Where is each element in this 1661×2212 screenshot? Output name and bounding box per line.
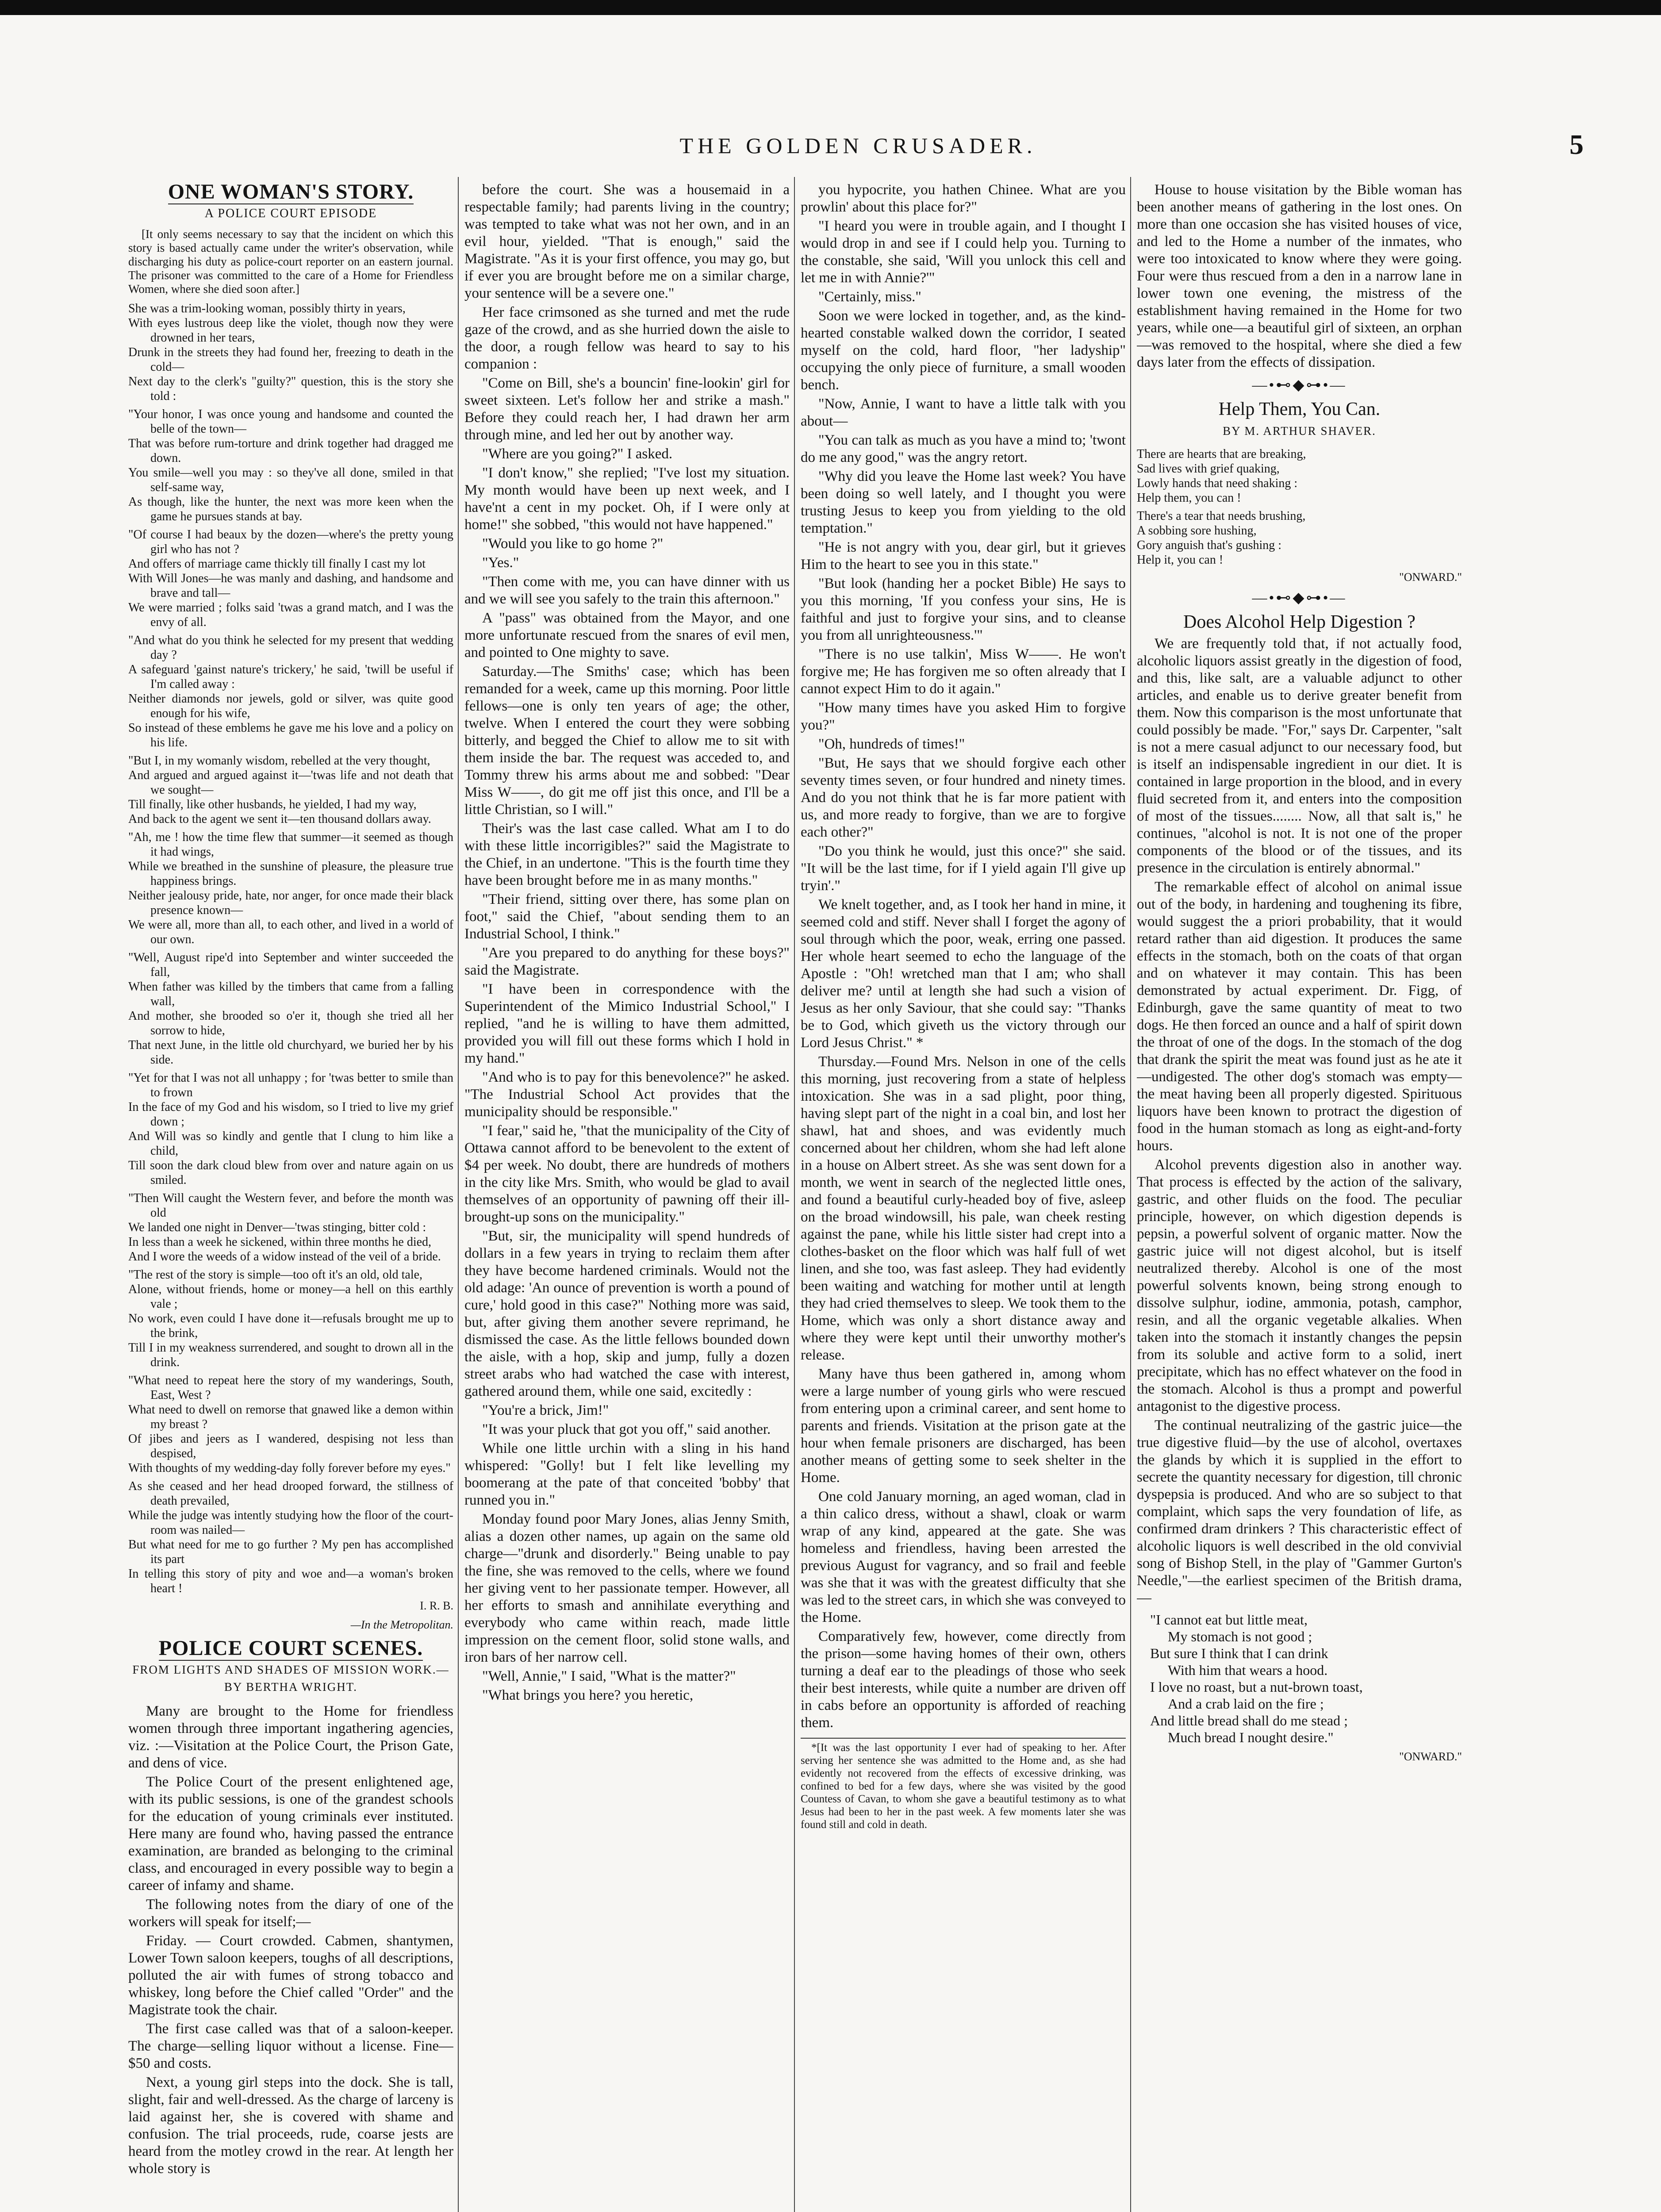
body-paragraph: before the court. She was a housemaid in a respectable family; had parents living in the country; was tempted to take what was not her own, and in an evil hour, yielded. "That is enough," said the Magistrate. "As it is your first offence, you may go, but if ever you are brought before me on a similar charge, your sentence will be a severe one." — [464, 182, 790, 301]
body-paragraph: "I don't know," she replied; "I've lost my situation. My month would have been up next week, and I have'nt a cent in my pocket. Oh, if I were only at home!" she sobbed, "this would not have happened." — [464, 465, 790, 533]
stanza-line: Neither diamonds nor jewels, gold or silver, was quite good enough for his wife, — [128, 692, 453, 720]
body-paragraph: Her face crimsoned as she turned and met the rude gaze of the crowd, and as she hurried down the aisle to the door, a rough fellow was heard to say to his companion : — [464, 304, 790, 372]
alcohol-paragraph: We are frequently told that, if not actually food, alcoholic liquors assist greatly in the digestion of food, and this, like salt, are a valuable adjunct to other articles, and enable us to derive greater benefit from them. Now this comparison is the most unfortunate that could possibly be made. "For," says Dr. Carpenter, "salt is not a mere casual adjunct to our necessary food, but is itself an indispensable ingredient in our diet. It is contained in large proportion in the blood, and in every fluid secreted from it, and enters into the composition of most of the tissues........ Now, all that salt is," he continues, "alcohol is not. It is not one of the proper components of the blood or of the tissues, and its presence in the circulation is entirely abnormal." — [1137, 636, 1462, 876]
stanza-line: And Will was so kindly and gentle that I clung to him like a child, — [128, 1129, 453, 1158]
song-line: "I cannot eat but little meat, — [1150, 1612, 1308, 1628]
alcohol-body — [1137, 635, 1462, 1607]
body-paragraph: "You can talk as much as you have a mind to; 'twont do me any good," was the angry retort. — [801, 432, 1126, 465]
stanza-line: That was before rum-torture and drink together had dragged me down. — [128, 437, 453, 465]
stanza-line: In the face of my God and his wisdom, so I tried to live my grief down ; — [128, 1100, 453, 1129]
body-paragraph: "I fear," said he, "that the municipality of the City of Ottawa cannot afford to be benevolent to the extent of $4 per week. No doubt, there are hundreds of mothers in the city like Mrs. Smith, who would be glad to avail themselves of an opportunity of pawning off their ill-brought-up sons on the municipality." — [464, 1123, 790, 1225]
story-subtitle: A POLICE COURT EPISODE — [204, 207, 377, 220]
stanza-line: "What need to repeat here the story of my wanderings, South, East, West ? — [128, 1374, 453, 1402]
stanza-line: Next day to the clerk's "guilty?" question, this is the story she told : — [128, 375, 453, 403]
poem-line: Lowly hands that need shaking : — [1137, 476, 1298, 490]
column-rule — [458, 177, 459, 2212]
stanza-line: In telling this story of pity and woe and—a woman's broken heart ! — [128, 1567, 453, 1595]
stanza-line: She was a trim-looking woman, possibly thirty in years, — [128, 302, 406, 315]
poem-byline: BY M. ARTHUR SHAVER. — [1223, 424, 1376, 438]
body-paragraph: The following notes from the diary of one of the workers will speak for itself;— — [128, 1897, 453, 1930]
body-paragraph: Saturday.—The Smiths' case; which has been remanded for a week, came up this morning. Poor little fellows—one is only ten years of age; the other, twelve. When I entered the court they were sobbing bitterly, and begged the Chief to allow me to sit with them inside the bar. The request was acceded to, and Tommy threw his arms about me and sobbed: "Dear Miss W——, do git me off jist this once, and I'll be a little Christian, so I will." — [464, 664, 790, 818]
stanza-line: "Yet for that I was not all unhappy ; for 'twas better to smile than to frown — [128, 1071, 453, 1099]
stanza-line: That next June, in the little old churchyard, we buried her by his side. — [128, 1038, 453, 1067]
stanza-line: And I wore the weeds of a widow instead of the veil of a bride. — [128, 1250, 441, 1263]
body-paragraph: Monday found poor Mary Jones, alias Jenny Smith, alias a dozen other names, up again on the same old charge—"drunk and disorderly." Being unable to pay the fine, she was removed to the cells, where we found her giving vent to her passionate temper. However, all her efforts to smash and annihilate everything and everybody who came within reach, made little impression on the cement floor, solid stone walls, and iron bars of her narrow cell. — [464, 1511, 790, 1665]
stanza-line: Till finally, like other husbands, he yielded, I had my way, — [128, 798, 417, 811]
alcohol-title: Does Alcohol Help Digestion ? — [1183, 612, 1415, 632]
poem-line: A sobbing sore hushing, — [1137, 524, 1257, 538]
poem-stanza — [1137, 447, 1462, 505]
stanza-line: "The rest of the story is simple—too oft it's an old, old tale, — [128, 1268, 423, 1282]
scenes-body-continued — [464, 181, 790, 1704]
stanza-line: With eyes lustrous deep like the violet, though now they were drowned in her tears, — [128, 316, 453, 345]
newspaper-title: THE GOLDEN CRUSADER. — [679, 133, 1037, 158]
body-paragraph: "But, sir, the municipality will spend hundreds of dollars in a few years in trying to reclaim them after they have become hardened criminals. Would not the old adage: 'An ounce of prevention is worth a pound of cure,' hold good in this case?" Nothing more was said, but, after giving them another severe reprimand, he dismissed the case. As the little fellows bounded down the aisle, with a hop, skip and jump, fully a dozen street arabs who had watched the case with interest, gathered around them, while one said, excitedly : — [464, 1228, 790, 1399]
story-stanza — [128, 633, 453, 750]
story-verses — [128, 301, 453, 1596]
body-paragraph: "Well, Annie," I said, "What is the matter?" — [482, 1668, 736, 1684]
stanza-line: "Well, August ripe'd into September and winter succeeded the fall, — [128, 951, 453, 979]
body-paragraph: "But look (handing her a pocket Bible) He says to you this morning, 'If you confess your sins, He is faithful and just to forgive your sins, and to cleanse you from all unrighteousness.'" — [801, 576, 1126, 643]
stanza-line: While we breathed in the sunshine of pleasure, the pleasure true happiness brings. — [128, 860, 453, 888]
stanza-line: No work, even could I have done it—refusals brought me up to the brink, — [128, 1312, 453, 1340]
body-paragraph: "Their friend, sitting over there, has some plan on foot," said the Chief, "about sending them to an Industrial School, I think." — [464, 891, 790, 942]
body-paragraph: "Now, Annie, I want to have a little talk with you about— — [801, 396, 1126, 429]
body-paragraph: "I heard you were in trouble again, and I thought I would drop in and see if I could help you. Turning to the constable, she said, 'Will you unlock this cell and let me in with Annie?'" — [801, 218, 1126, 286]
stanza-line: "And what do you think he selected for my present that wedding day ? — [128, 634, 453, 662]
stanza-line: A safeguard 'gainst nature's trickery,' he said, 'twill be useful if I'm called away : — [128, 663, 453, 691]
stanza-line: With thoughts of my wedding-day folly forever before my eyes." — [128, 1461, 451, 1475]
poem-line: There's a tear that needs brushing, — [1137, 509, 1306, 523]
poem-credit: "ONWARD." — [1399, 571, 1462, 584]
body-paragraph: "Come on Bill, she's a bouncin' fine-lookin' girl for sweet sixteen. Let's follow her and strike a mash." Before they could reach her, I had drawn her arm through mine, and led her out by another way. — [464, 375, 790, 443]
visitation-paragraph: House to house visitation by the Bible woman has been another means of gathering in the lost ones. On more than one occasion she has visited houses of vice, and led to the Home a number of the inmates, who were too intoxicated to know where they were going. Four were thus rescued from a den in a narrow lane in lower town one evening, the mistress of the establishment having remained in the Home for two years, while one—a beautiful girl of sixteen, an orphan—was removed to the hospital, where she died a few days later from the effects of dissipation. — [1137, 182, 1462, 370]
poem-title: Help Them, You Can. — [1218, 399, 1381, 419]
body-paragraph: Comparatively few, however, come directly from the prison—some having homes of their own, others turning a deaf ear to the pleadings of those who seek their best interests, while quite a number are driven off in cabs before an opportunity is afforded of reaching them. — [801, 1628, 1126, 1731]
story-intro: [It only seems necessary to say that the incident on which this story is based actually came under the writer's observation, while discharging his duty as police-court reporter on an eastern journal. The prisoner was committed to the care of a Home for Friendless Women, where she died soon after.] — [128, 227, 453, 296]
stanza-line: As though, like the hunter, the next was more keen when the game he pursues stands at bay. — [128, 495, 453, 523]
alcohol-paragraph: The continual neutralizing of the gastric juice—the true digestive fluid—by the use of alcohol, overtaxes the glands by which it is supplied in the effort to secrete the quantity necessary for digestion, till chronic dyspepsia is produced. And who are so subject to that complaint, which saps the very foundation of life, as confirmed dram drinkers ? This characteristic effect of alcoholic liquors is well described in the old convivial song of Bishop Stell, in the play of "Gammer Gurton's Needle,"—the earliest specimen of the British drama,— — [1137, 1417, 1462, 1606]
story-signature: I. R. B. — [420, 1599, 453, 1612]
stanza-line: "Ah, me ! how the time flew that summer—it seemed as though it had wings, — [128, 830, 453, 859]
stanza-line: And argued and argued against it—'twas life and not death that we sought— — [128, 768, 453, 797]
story-credit: —In the Metropolitan. — [350, 1618, 453, 1631]
body-paragraph: "Then come with me, you can have dinner with us and we will see you safely to the train this afternoon." — [464, 574, 790, 607]
poem-line: There are hearts that are breaking, — [1137, 447, 1306, 461]
stanza-line: We landed one night in Denver—'twas stinging, bitter cold : — [128, 1221, 426, 1234]
stanza-line: You smile—well you may : so they've all done, smiled in that self-same way, — [128, 466, 453, 494]
stanza-line: So instead of these emblems he gave me his love and a policy on his life. — [128, 721, 453, 749]
scenes-body-continued — [801, 181, 1126, 1732]
scenes-byline: FROM LIGHTS AND SHADES OF MISSION WORK.—BY BERTHA WRIGHT. — [132, 1663, 449, 1694]
body-paragraph: "There is no use talkin', Miss W——. He won't forgive me; He has forgiven me so often already that I cannot expect Him to do it again." — [801, 646, 1126, 697]
story-stanza — [128, 753, 453, 826]
stanza-line: While the judge was intently studying how the floor of the court-room was nailed— — [128, 1509, 453, 1537]
body-paragraph: "Oh, hundreds of times!" — [818, 736, 965, 752]
scenes-title: POLICE COURT SCENES. — [158, 1636, 423, 1660]
body-paragraph: "It was your pluck that got you off," said another. — [482, 1421, 771, 1437]
body-paragraph: One cold January morning, an aged woman, clad in a thin calico dress, without a shawl, cloak or warm wrap of any kind, appeared at the gate. She was homeless and friendless, having been arrested the previous August for vagrancy, and so frail and feeble was she that it was with the greatest difficulty that she was led to the street cars, in which she was conveyed to the Home. — [801, 1489, 1126, 1625]
song-credit: "ONWARD." — [1399, 1750, 1462, 1763]
scenes-body — [128, 1703, 453, 2177]
body-paragraph: Many are brought to the Home for friendless women through three important ingathering agencies, viz. :—Visitation at the Police Court, the Prison Gate, and dens of vice. — [128, 1703, 453, 1771]
stanza-line: We were married ; folks said 'twas a grand match, and I was the envy of all. — [128, 601, 453, 629]
body-paragraph: "Where are you going?" I asked. — [482, 446, 673, 462]
alcohol-paragraph: The remarkable effect of alcohol on animal issue out of the body, in hardening and toughening its fibre, would suggest the a priori probability, that it would retard rather than aid digestion. It produces the same effects in the stomach, both on the coats of that organ and on whatever it may contain. This has been demonstrated by actual experiment. Dr. Figg, of Edinburgh, gave the same quantity of meat to two dogs. He then forced an ounce and a half of spirit down the throat of one of the dogs. In the stomach of the dog that drank the spirit the meat was found just as he ate it—undigested. The other dog's stomach was empty—the meat having been all properly digested. Spirituous liquors have been known to protract the digestion of food in the human stomach as long as eight-and-forty hours. — [1137, 879, 1462, 1154]
column-rule — [794, 177, 795, 2212]
story-stanza — [128, 950, 453, 1067]
body-paragraph: While one little urchin with a sling in his hand whispered: "Golly! but I felt like levelling my boomerang at the pate of that conceited 'bobby' that runned you in." — [464, 1440, 790, 1508]
story-stanza — [128, 1071, 453, 1187]
top-border-bar — [0, 0, 1661, 15]
body-paragraph: The Police Court of the present enlightened age, with its public sessions, is one of the grandest schools for the education of young criminals ever instituted. Here many are found who, having passed the entrance examination, are branded as belonging to the criminal class, and encouraged in every possible way to begin a career of infamy and shame. — [128, 1774, 453, 1893]
page-header — [133, 129, 1584, 173]
column-2 — [464, 181, 790, 2212]
stanza-line: "Of course I had beaux by the dozen—where's the pretty young girl who has not ? — [128, 528, 453, 556]
poem-line: Sad lives with grief quaking, — [1137, 462, 1280, 476]
stanza-line: Of jibes and jeers as I wandered, despising not less than despised, — [128, 1432, 453, 1460]
body-paragraph: Next, a young girl steps into the dock. She is tall, slight, fair and well-dressed. As the charge of larceny is laid against her, she is covered with shame and confusion. The trial proceeds, rude, coarse jests are heard from the motley crowd in the rear. At length her whole story is — [128, 2074, 453, 2177]
body-paragraph: Thursday.—Found Mrs. Nelson in one of the cells this morning, just recovering from a state of helpless intoxication. She was in a sad plight, poor thing, having slept part of the night in a coal bin, and lost her shawl, hat and shoes, and was evidently much concerned about her children, whom she had left alone in a house on Albert street. As she was sent down for a month, we went in search of the neglected little ones, and found a beautiful curly-headed boy of five, asleep on the broad windowsill, his pale, wan cheek resting against the pane, while his little sister had crept into a clothes-basket on the floor which was half full of wet linen, and she too, was fast asleep. They had evidently been waiting and watching for mother until at length they had cried themselves to sleep. We took them to the Home, which was only a short distance away and where they were kept until their unworthy mother's release. — [801, 1054, 1126, 1363]
song-line: But sure I think that I can drink — [1150, 1645, 1328, 1661]
body-paragraph: "Why did you leave the Home last week? You have been doing so well lately, and I thought you were trusting Jesus to keep you from yielding to the old temptation." — [801, 469, 1126, 536]
song-line: I love no roast, but a nut-brown toast, — [1150, 1679, 1363, 1695]
body-paragraph: Many have thus been gathered in, among whom were a large number of young girls who were rescued from entering upon a criminal career, and sent home to parents and friends. Visitation at the prison gate at the hour when female prisoners are discharged, has been another means of getting some to seek shelter in the Home. — [801, 1366, 1126, 1486]
body-paragraph: "Certainly, miss." — [818, 289, 921, 305]
body-paragraph: you hypocrite, you hathen Chinee. What are you prowlin' about this place for?" — [801, 182, 1126, 215]
stanza-line: With Will Jones—he was manly and dashing, and handsome and brave and tall— — [128, 572, 453, 600]
stanza-line: As she ceased and her head drooped forward, the stillness of death prevailed, — [128, 1479, 453, 1508]
body-paragraph: "How many times have you asked Him to forgive you?" — [801, 700, 1126, 733]
stanza-line: In less than a week he sickened, within three months he died, — [128, 1235, 432, 1249]
stanza-line: And offers of marriage came thickly till finally I cast my lot — [128, 557, 426, 571]
song-line: My stomach is not good ; — [1168, 1628, 1312, 1644]
stanza-line: Alone, without friends, home or money—a hell on this earthly vale ; — [128, 1283, 453, 1311]
stanza-line: What need to dwell on remorse that gnawed like a demon within my breast ? — [128, 1403, 453, 1431]
ornament-divider: —•⊷◆⊶•— — [1252, 590, 1347, 606]
body-paragraph: "Yes." — [482, 555, 519, 571]
body-paragraph: "But, He says that we should forgive each other seventy times seven, or four hundred and ninety times. And do you not think that he is far more patient with us, and more ready to forgive, than we are to forgive each other?" — [801, 755, 1126, 840]
story-stanza — [128, 407, 453, 524]
stanza-line: When father was killed by the timbers that came from a falling wall, — [128, 980, 453, 1008]
body-paragraph: "He is not angry with you, dear girl, but it grieves Him to the heart to see you in this state." — [801, 539, 1126, 572]
body-paragraph: "What brings you here? you heretic, — [482, 1687, 694, 1703]
footnote — [801, 1738, 1126, 1831]
page-number: 5 — [1569, 129, 1584, 160]
body-paragraph: "I have been in correspondence with the Superintendent of the Mimico Industrial School," I replied, "and he is willing to have them admitted, provided you will fill out these forms which I hold in my hand." — [464, 981, 790, 1066]
column-rule — [1130, 177, 1131, 2212]
story-stanza — [128, 1373, 453, 1475]
poem-stanza — [1137, 509, 1462, 567]
body-paragraph: Friday. — Court crowded. Cabmen, shantymen, Lower Town saloon keepers, toughs of all descriptions, polluted the air with fumes of strong tobacco and whiskey, long before the Chief called "Order" and the Magistrate took the chair. — [128, 1933, 453, 2018]
song-line: And little bread shall do me stead ; — [1150, 1713, 1348, 1728]
column-3 — [801, 181, 1126, 2212]
body-paragraph: "Do you think he would, just this once?" she said. "It will be the last time, for if I yield again I'll give up tryin'." — [801, 843, 1126, 894]
stanza-line: "Then Will caught the Western fever, and before the month was old — [128, 1191, 453, 1220]
column-4 — [1137, 181, 1462, 2212]
stanza-line: Neither jealousy pride, hate, nor anger, for once made their black presence known— — [128, 889, 453, 917]
column-1 — [128, 181, 453, 2212]
song-line: Much bread I nought desire." — [1168, 1729, 1334, 1745]
story-stanza — [128, 301, 453, 403]
song-line: And a crab laid on the fire ; — [1168, 1696, 1324, 1712]
footnote-text: *[It was the last opportunity I ever had of speaking to her. After serving her sentence she was admitted to the Home and, as she had evidently not recovered from the effects of excessive drinking, was confined to bed for a few days, where she was visited by the good Countess of Cavan, to whom she gave a beautiful testimony as to what Jesus had been to her in the past week. A few moments later she was found still and cold in death. — [801, 1742, 1126, 1831]
story-stanza — [128, 1191, 453, 1264]
body-paragraph: A "pass" was obtained from the Mayor, and one more unfortunate rescued from the snares of evil men, and pointed to One mighty to save. — [464, 610, 790, 661]
poem-body — [1137, 447, 1462, 567]
body-paragraph: "Are you prepared to do anything for these boys?" said the Magistrate. — [464, 945, 790, 978]
stanza-line: We were all, more than all, to each other, and lived in a world of our own. — [128, 918, 453, 946]
body-paragraph: Their's was the last case called. What am I to do with these little incorrigibles?" said the Magistrate to the Chief, in an undertone. "This is the fourth time they have been brought before me in as many months." — [464, 821, 790, 888]
body-paragraph: Soon we were locked in together, and, as the kind-hearted constable walked down the corridor, I seated myself on the cold, hard floor, "her ladyship" occupying the only piece of furniture, a small wooden bench. — [801, 308, 1126, 393]
story-stanza — [128, 527, 453, 630]
stanza-line: "Your honor, I was once young and handsome and counted the belle of the town— — [128, 407, 453, 436]
poem-line: Help it, you can ! — [1137, 553, 1224, 567]
stanza-line: And mother, she brooded so o'er it, though she tried all her sorrow to hide, — [128, 1009, 453, 1037]
body-paragraph: "And who is to pay for this benevolence?" he asked. "The Industrial School Act provides that the municipality should be responsible." — [464, 1069, 790, 1120]
ornament-divider: —•⊷◆⊶•— — [1252, 377, 1347, 393]
stanza-line: But what need for me to go further ? My pen has accomplished its part — [128, 1538, 453, 1566]
stanza-line: Drunk in the streets they had found her, freezing to death in the cold— — [128, 346, 453, 374]
body-paragraph: We knelt together, and, as I took her hand in mine, it seemed cold and stiff. Never shall I forget the agony of soul through which the poor, weak, erring one passed. Her whole heart seemed to echo the language of the Apostle : "Oh! wretched man that I am; who shall deliver me? until at length she had such a vision of Jesus as her only Saviour, that she could say: "Thanks be to God, which giveth us the victory through our Lord Jesus Christ." * — [801, 897, 1126, 1051]
alcohol-paragraph: Alcohol prevents digestion also in another way. That process is effected by the action of the salivary, gastric, and other fluids on the food. The peculiar principle, however, on which digestion depends is pepsin, a powerful solvent of organic matter. Now the gastric juice will not digest alcohol, but is itself neutralized thereby. Alcohol is one of the most powerful solvents known, being strong enough to dissolve sulphur, iodine, ammonia, potash, camphor, resin, and all the organic vegetable alkalies. When taken into the stomach it instantly changes the pepsin from its soluble and active form to a solid, inert precipitate, which has no effect whatever on the food in the stomach. Alcohol is thus a prompt and powerful antagonist to the digestive process. — [1137, 1157, 1462, 1414]
body-paragraph: The first case called was that of a saloon-keeper. The charge—selling liquor without a license. Fine—$50 and costs. — [128, 2021, 453, 2071]
song-verse — [1137, 1611, 1462, 1746]
stanza-line: Till I in my weakness surrendered, and sought to drown all in the drink. — [128, 1341, 453, 1369]
body-paragraph: "You're a brick, Jim!" — [482, 1402, 609, 1418]
body-paragraph: "Would you like to go home ?" — [482, 536, 664, 552]
stanza-line: Till soon the dark cloud blew from over and nature again on us smiled. — [128, 1159, 453, 1187]
song-line: With him that wears a hood. — [1168, 1662, 1328, 1678]
story-title: ONE WOMAN'S STORY. — [128, 183, 453, 200]
poem-line: Gory anguish that's gushing : — [1137, 538, 1282, 552]
story-stanza — [128, 830, 453, 947]
story-stanza — [128, 1267, 453, 1370]
stanza-line: And back to the agent we sent it—ten thousand dollars away. — [128, 812, 431, 826]
poem-line: Help them, you can ! — [1137, 491, 1241, 505]
story-stanza — [128, 1479, 453, 1596]
stanza-line: "But I, in my womanly wisdom, rebelled at the very thought, — [128, 754, 430, 768]
